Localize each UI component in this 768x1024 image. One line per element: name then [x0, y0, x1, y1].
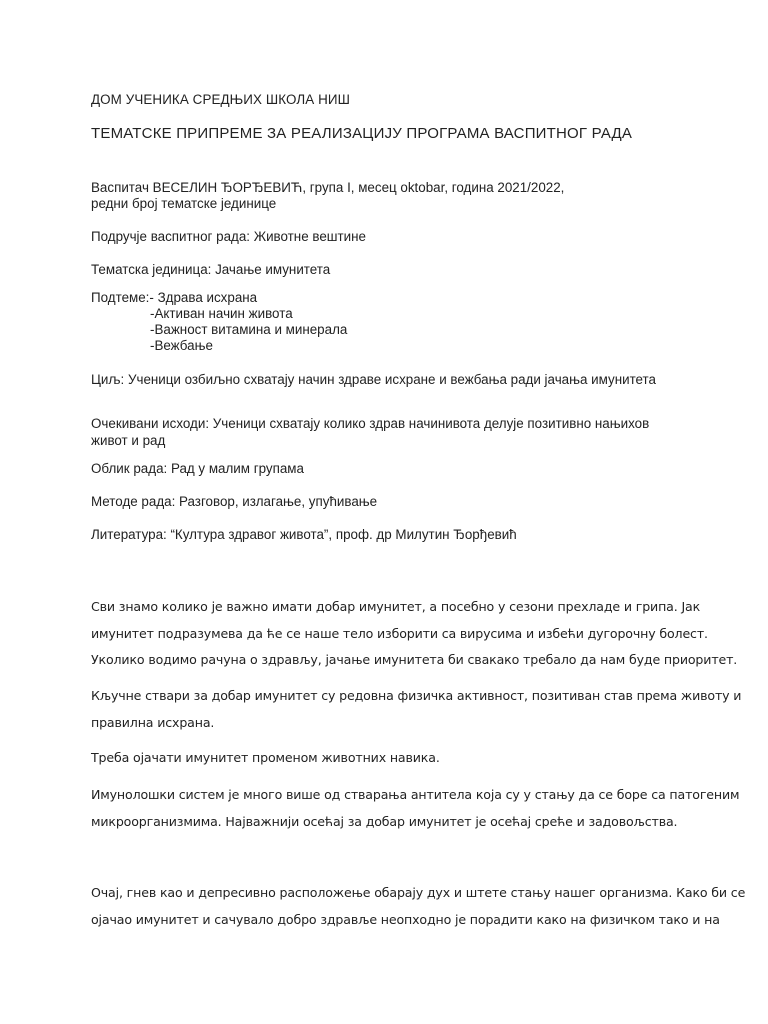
paragraph-line: имунитет подразумева да ће се наше тело изборити са вирусима и избећи дугорочну болест.	[91, 625, 708, 641]
paragraph-line: Треба ојачати имунитет променом животних навика.	[91, 750, 440, 765]
body-paragraph	[91, 880, 746, 933]
subtopic-item: -Важност витамина и минерала	[150, 322, 348, 337]
institution-name: ДОМ УЧЕНИКА СРЕДЊИХ ШКОЛА НИШ	[91, 92, 350, 107]
document-title: ТЕМАТСКЕ ПРИПРЕМЕ ЗА РЕАЛИЗАЦИЈУ ПРОГРАМА ВАСПИТНОГ РАДА	[91, 125, 633, 142]
subtopics-label: Подтеме:- Здрава исхрана	[91, 290, 258, 305]
literature: Литература: “Култура здравог живота”, проф. др Милутин Ђорђевић	[91, 527, 517, 542]
paragraph-line: Имунолошки систем је много више од стварања антитела која су у стању да се боре са патогеним	[91, 787, 740, 802]
expected-outcomes: Очекивани исходи: Ученици схватају колико здрав начинивота делује позитивно нањихов	[91, 416, 650, 431]
body-paragraph	[91, 594, 738, 674]
teacher-info: Васпитач ВЕСЕЛИН ЂОРЂЕВИЋ, група I, месец oktobar, година 2021/2022,	[91, 180, 565, 195]
paragraph-line: ојачао имунитет и сачувало добро здравље неопходно је порадити како на физичком тако и на	[91, 911, 720, 927]
unit-number: редни број тематске јединице	[91, 196, 277, 211]
work-form: Облик рада: Рад у малим групама	[91, 461, 304, 476]
expected-outcomes-continued: живот и рад	[91, 433, 166, 448]
body-paragraph	[91, 782, 740, 835]
body-paragraph	[91, 683, 742, 736]
paragraph-line: Сви знамо колико је важно имати добар имунитет, а посебно у сезони прехладе и грипа. Јак	[91, 599, 701, 614]
paragraph-line: правилна исхрана.	[91, 714, 215, 730]
education-area: Подручје васпитног рада: Животне вештине	[91, 229, 366, 244]
subtopic-item: -Вежбање	[150, 338, 213, 353]
paragraph-line: Уколико водимо рачуна о здрављу, јачање имунитета би свакако требало да нам буде приоритет.	[91, 652, 738, 667]
paragraph-line: Кључне ствари за добар имунитет су редовна физичка активност, позитиван став према животу и	[91, 688, 742, 703]
work-methods: Методе рада: Разговор, излагање, упућивање	[91, 494, 378, 509]
subtopic-item: -Активан начин живота	[150, 306, 293, 321]
body-paragraph	[91, 745, 677, 772]
paragraph-line: микроорганизмима. Најважнији осећај за добар имунитет је осећај среће и задовољства.	[91, 813, 678, 829]
thematic-unit: Тематска јединица: Јачање имунитета	[91, 262, 331, 277]
paragraph-line: Очај, гнев као и депресивно расположење обарају дух и штете стању нашег организма. Како би се	[91, 885, 746, 900]
goal: Циљ: Ученици озбиљно схватају начин здраве исхране и вежбања ради јачања имунитета	[91, 372, 656, 387]
